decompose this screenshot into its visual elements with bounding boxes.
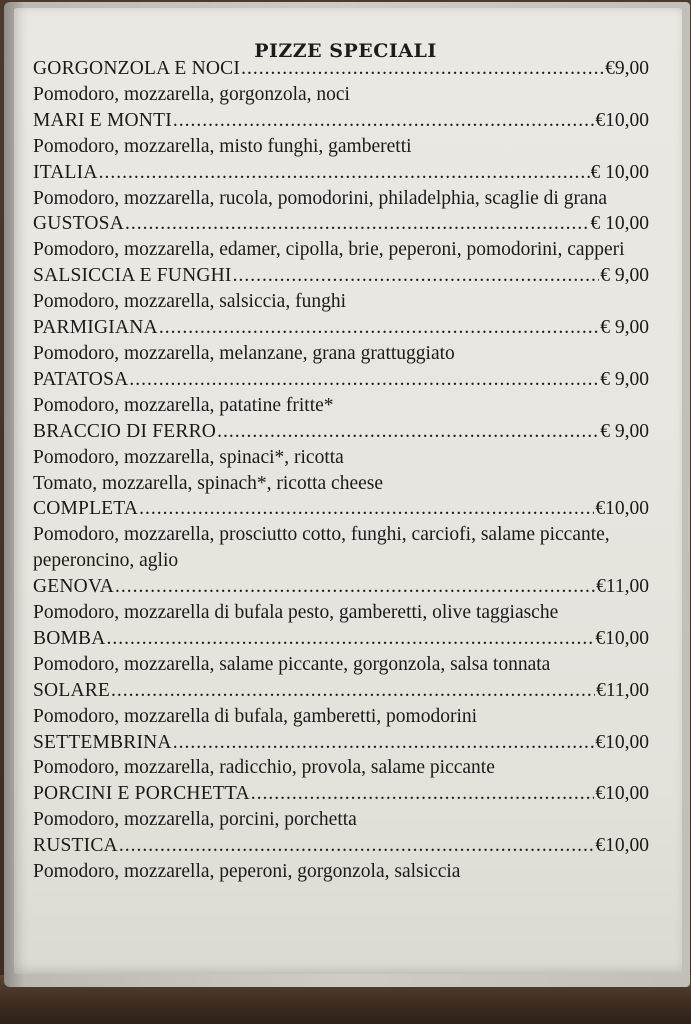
- pizza-price: €10,00: [595, 627, 649, 649]
- pizza-price: €10,00: [595, 109, 649, 131]
- pizza-ingredients: Pomodoro, mozzarella, patatine fritte*: [33, 394, 334, 416]
- menu-item: [33, 419, 655, 497]
- dot-leader: [233, 263, 600, 289]
- menu-item-header: [33, 678, 655, 704]
- dot-leader: [111, 678, 595, 704]
- pizza-name: GUSTOSA: [33, 213, 124, 235]
- pizza-price: €10,00: [595, 783, 649, 805]
- pizza-name: BRACCIO DI FERRO: [33, 420, 217, 442]
- pizza-name: SETTEMBRINA: [33, 731, 172, 753]
- menu-item: [33, 160, 655, 212]
- pizza-list: [33, 56, 655, 885]
- pizza-ingredients: Pomodoro, mozzarella, rucola, pomodorini, philadelphia, scaglie di grana: [33, 187, 607, 209]
- pizza-name: ITALIA: [33, 161, 98, 183]
- pizza-name: PARMIGIANA: [33, 317, 158, 339]
- pizza-price: € 10,00: [590, 213, 649, 235]
- menu-item-header: [33, 108, 655, 134]
- pizza-ingredients: Pomodoro, mozzarella, peperoni, gorgonzola, salsiccia: [33, 861, 461, 883]
- pizza-price: €10,00: [595, 498, 649, 520]
- pizza-ingredients: Pomodoro, mozzarella, edamer, cipolla, brie, peperoni, pomodorini, capperi: [33, 239, 625, 261]
- pizza-price: €9,00: [605, 58, 649, 79]
- dot-leader: [99, 160, 590, 186]
- pizza-ingredients: Pomodoro, mozzarella, porcini, porchetta: [33, 809, 357, 831]
- pizza-name: RUSTICA: [33, 835, 118, 857]
- pizza-ingredients: Pomodoro, mozzarella di bufala pesto, gamberetti, olive taggiasche: [33, 602, 559, 624]
- menu-item-header: [33, 574, 655, 600]
- menu-title: PIZZE SPECIALI: [254, 40, 437, 62]
- menu-item-header: [33, 263, 655, 289]
- pizza-name: COMPLETA: [33, 498, 139, 520]
- pizza-name: GENOVA: [33, 576, 115, 598]
- menu-item-header: [33, 211, 655, 237]
- pizza-ingredients: Pomodoro, mozzarella, gorgonzola, noci: [33, 83, 350, 105]
- pizza-price: €11,00: [596, 576, 649, 598]
- menu-item: [33, 496, 655, 574]
- pizza-ingredients: Pomodoro, mozzarella, radicchio, provola, salame piccante: [33, 757, 495, 779]
- menu-item-header: [33, 626, 655, 652]
- pizza-name: GORGONZOLA E NOCI: [33, 58, 241, 79]
- pizza-price: €10,00: [595, 835, 649, 857]
- menu-item-header: [33, 367, 655, 393]
- menu-item-header: [33, 419, 655, 445]
- pizza-price: € 9,00: [600, 317, 649, 339]
- pizza-ingredients: Pomodoro, mozzarella, misto funghi, gamberetti: [33, 135, 412, 157]
- menu-item: [33, 56, 655, 108]
- menu-item: [33, 211, 655, 263]
- dot-leader: [241, 56, 604, 82]
- pizza-ingredients-english: Tomato, mozzarella, spinach*, ricotta cheese: [33, 472, 384, 494]
- pizza-ingredients: Pomodoro, mozzarella, spinaci*, ricotta: [33, 446, 344, 468]
- pizza-name: BOMBA: [33, 627, 106, 649]
- pizza-name: PORCINI E PORCHETTA: [33, 783, 250, 805]
- menu-item-header: [33, 781, 655, 807]
- menu-item: [33, 730, 655, 782]
- menu-item: [33, 108, 655, 160]
- pizza-price: €10,00: [595, 731, 649, 753]
- dot-leader: [159, 315, 599, 341]
- dot-leader: [129, 367, 599, 393]
- menu-item: [33, 833, 655, 885]
- dot-leader: [139, 496, 594, 522]
- dot-leader: [217, 419, 599, 445]
- pizza-name: SOLARE: [33, 679, 111, 701]
- pizza-ingredients: Pomodoro, mozzarella, prosciutto cotto, funghi, carciofi, salame piccante, peperoncino, aglio: [33, 524, 610, 572]
- menu-item-header: [33, 56, 655, 82]
- pizza-price: € 9,00: [600, 368, 649, 390]
- pizza-name: SALSICCIA E FUNGHI: [33, 265, 232, 287]
- pizza-price: € 10,00: [590, 161, 649, 183]
- pizza-ingredients: Pomodoro, mozzarella, salame piccante, gorgonzola, salsa tonnata: [33, 653, 551, 675]
- menu-item-header: [33, 160, 655, 186]
- menu-item: [33, 367, 655, 419]
- dot-leader: [119, 833, 595, 859]
- pizza-price: € 9,00: [600, 420, 649, 442]
- menu-item: [33, 263, 655, 315]
- dot-leader: [115, 574, 595, 600]
- dot-leader: [173, 108, 594, 134]
- pizza-name: MARI E MONTI: [33, 109, 172, 131]
- pizza-price: €11,00: [596, 679, 649, 701]
- menu-item-header: [33, 833, 655, 859]
- menu-item: [33, 781, 655, 833]
- dot-leader: [125, 211, 590, 237]
- pizza-ingredients: Pomodoro, mozzarella, melanzane, grana grattuggiato: [33, 342, 455, 364]
- pizza-ingredients: Pomodoro, mozzarella, salsiccia, funghi: [33, 291, 346, 313]
- dot-leader: [107, 626, 595, 652]
- menu-item-header: [33, 730, 655, 756]
- menu-item-header: [33, 315, 655, 341]
- menu-item: [33, 626, 655, 678]
- pizza-ingredients: Pomodoro, mozzarella di bufala, gamberetti, pomodorini: [33, 705, 478, 727]
- pizza-name: PATATOSA: [33, 368, 129, 390]
- dot-leader: [173, 730, 595, 756]
- menu-item-header: [33, 496, 655, 522]
- dot-leader: [251, 781, 595, 807]
- menu-item: [33, 574, 655, 626]
- menu-item: [33, 678, 655, 730]
- menu-item: [33, 315, 655, 367]
- pizza-price: € 9,00: [600, 265, 649, 287]
